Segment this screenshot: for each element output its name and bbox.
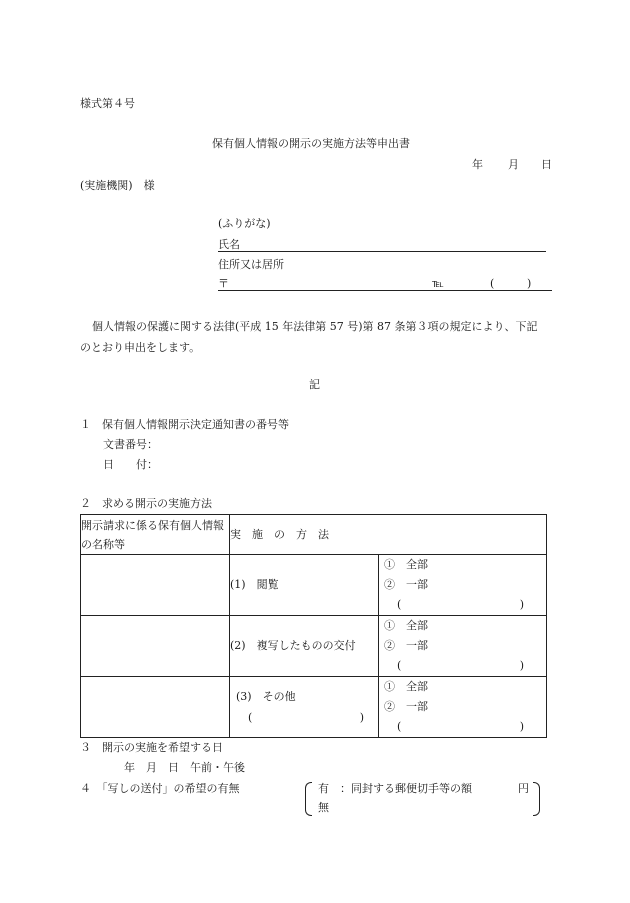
info-name-cell — [81, 555, 230, 616]
info-name-cell — [81, 616, 230, 677]
ki-heading: 記 — [309, 378, 320, 391]
method-cell: (2) 複写したものの交付 — [230, 616, 379, 677]
address-label: 住所又は居所 — [218, 258, 284, 271]
address-underline — [218, 290, 552, 291]
paren-close: ) — [519, 720, 524, 733]
disclosure-method-table — [80, 514, 547, 738]
left-bracket — [305, 782, 312, 816]
table-row — [81, 677, 547, 738]
paren-close: ) — [519, 659, 524, 672]
table-row — [81, 555, 547, 616]
yen-label: 円 — [518, 782, 529, 795]
doc-number-label: 文書番号： — [103, 438, 158, 451]
option-detail — [379, 717, 546, 737]
section4-no: 無 — [318, 801, 329, 814]
name-label: 氏名 — [218, 238, 240, 251]
option-cell — [379, 616, 547, 677]
section3-detail: 年 月 日 午前・午後 — [124, 761, 245, 774]
date-year-label: 年 — [472, 158, 483, 171]
option-part: ② 一部 — [384, 639, 428, 652]
date-day-label: 日 — [541, 158, 552, 171]
tel-mark: ℡ — [432, 277, 444, 290]
date-month-label: 月 — [508, 158, 519, 171]
header-info-name: 開示請求に係る保有個人情報の名称等 — [81, 515, 230, 555]
tel-paren-open: ( — [490, 277, 495, 290]
option-detail — [379, 595, 546, 615]
paren-close: ) — [519, 598, 524, 611]
paren-open: ( — [397, 720, 402, 733]
document-title: 保有個人情報の開示の実施方法等申出書 — [212, 137, 410, 150]
intro-line-1: 個人情報の保護に関する法律(平成 15 年法律第 57 号)第 87 条第３項の規定により、下記 — [92, 320, 538, 333]
method-other-detail — [230, 708, 378, 728]
option-cell — [379, 677, 547, 738]
right-bracket — [533, 782, 540, 816]
paren-close: ) — [359, 711, 364, 724]
option-all: ① 全部 — [384, 558, 428, 571]
option-cell — [379, 555, 547, 616]
paren-open: ( — [397, 659, 402, 672]
option-part: ② 一部 — [384, 700, 428, 713]
section1-title: １ 保有個人情報開示決定通知書の番号等 — [80, 418, 289, 431]
furigana-label: (ふりがな) — [218, 217, 271, 230]
table-header-row — [81, 515, 547, 555]
table-row — [81, 616, 547, 677]
header-method: 実 施 の 方 法 — [230, 515, 547, 555]
postal-mark: 〒 — [218, 277, 229, 290]
option-part: ② 一部 — [384, 578, 428, 591]
info-name-cell — [81, 677, 230, 738]
paren-open: ( — [397, 598, 402, 611]
option-all: ① 全部 — [384, 619, 428, 632]
form-number: 様式第４号 — [80, 97, 135, 110]
option-detail — [379, 656, 546, 676]
method-other-label: (3) その他 — [236, 690, 296, 703]
option-all: ① 全部 — [384, 680, 428, 693]
section4-title: ４ 「写しの送付」の希望の有無 — [80, 782, 240, 795]
paren-open: ( — [248, 711, 253, 724]
method-cell: (1) 閲覧 — [230, 555, 379, 616]
intro-line-2: のとおり申出をします。 — [80, 341, 201, 354]
section4-yes-line: 有 ：同封する郵便切手等の額 — [318, 782, 472, 795]
section3-title: ３ 開示の実施を希望する日 — [80, 741, 223, 754]
method-cell — [230, 677, 379, 738]
addressee: (実施機関) 様 — [80, 179, 155, 192]
section2-title: ２ 求める開示の実施方法 — [80, 497, 212, 510]
name-underline — [218, 251, 546, 252]
tel-paren-close: ) — [527, 277, 532, 290]
notice-date-label: 日 付： — [103, 458, 158, 471]
